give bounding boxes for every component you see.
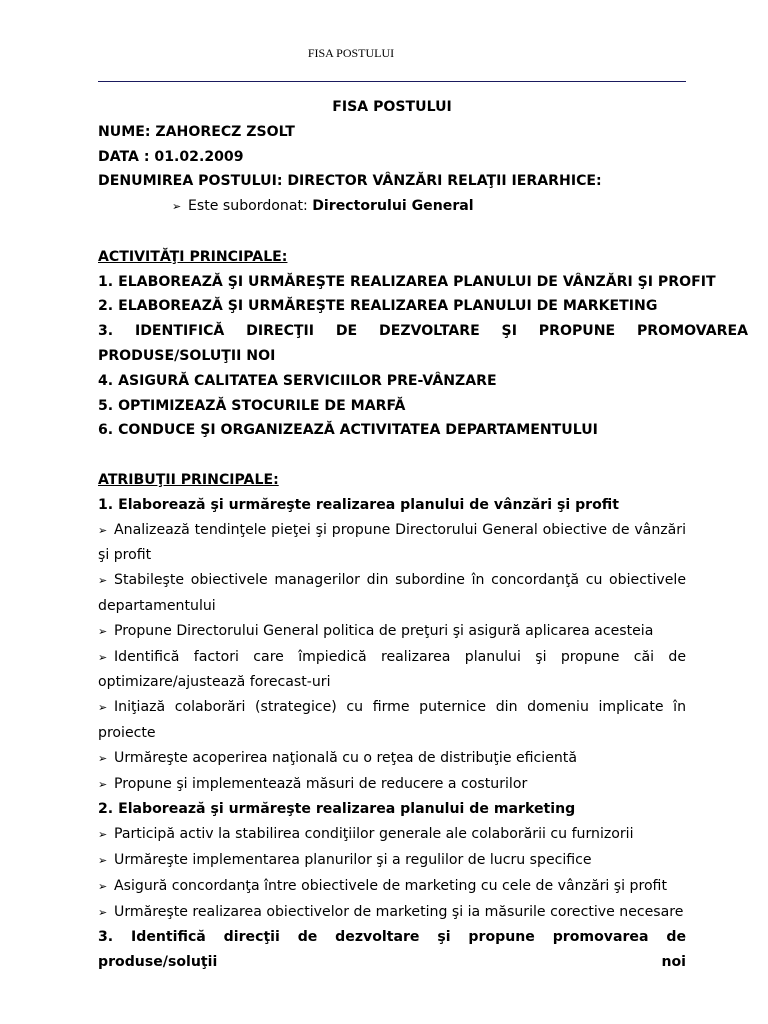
header-divider bbox=[98, 81, 686, 82]
list-item-text: Propune Directorului General politica de preţuri şi asigură aplicarea acesteia bbox=[114, 622, 654, 639]
subordinate-text bbox=[188, 194, 474, 219]
running-header: FISA POSTULUI bbox=[307, 46, 395, 60]
arrow-bullet-icon: ➢ bbox=[98, 751, 108, 765]
subordinate-label: Este subordonat: bbox=[188, 198, 313, 215]
arrow-bullet-icon: ➢ bbox=[98, 523, 108, 537]
section-title: 1. Elaborează şi urmăreşte realizarea planului de vânzări şi profit bbox=[98, 496, 619, 513]
activity-item: 4. ASIGURĂ CALITATEA SERVICIILOR PRE-VÂNZARE bbox=[98, 372, 497, 389]
list-item bbox=[98, 874, 686, 900]
list-item bbox=[98, 900, 686, 926]
subordinate-item bbox=[98, 194, 686, 220]
activity-item: 2. ELABOREAZĂ ŞI URMĂREŞTE REALIZAREA PLANULUI DE MARKETING bbox=[98, 298, 658, 315]
list-item-text: Urmăreşte acoperirea naţională cu o reţea de distribuţie eficientă bbox=[114, 749, 577, 766]
arrow-bullet-icon: ➢ bbox=[98, 574, 108, 588]
activity-item: 3. IDENTIFICĂ DIRECŢII DE DEZVOLTARE ŞI PROPUNE PROMOVAREA bbox=[98, 323, 748, 340]
list-item bbox=[98, 746, 686, 772]
arrow-bullet-icon: ➢ bbox=[98, 905, 108, 919]
activities-heading: ACTIVITĂŢI PRINCIPALE: bbox=[98, 248, 288, 265]
list-item-text: Propune şi implementează măsuri de reducere a costurilor bbox=[114, 775, 528, 792]
list-item bbox=[98, 772, 686, 798]
list-item-text: Iniţiază colaborări (strategice) cu firme puternice din domeniu implicate în proiecte bbox=[98, 699, 686, 741]
arrow-bullet-icon: ➢ bbox=[98, 701, 108, 715]
arrow-bullet-icon: ➢ bbox=[98, 624, 108, 638]
list-item bbox=[98, 518, 686, 569]
document-title: FISA POSTULUI bbox=[332, 99, 452, 115]
list-item bbox=[98, 695, 686, 746]
arrow-bullet-icon: ➢ bbox=[98, 879, 108, 893]
section-title: 2. Elaborează şi urmăreşte realizarea planului de marketing bbox=[98, 801, 576, 818]
list-item bbox=[98, 645, 686, 696]
arrow-bullet-icon: ➢ bbox=[172, 200, 182, 214]
document-body bbox=[98, 95, 748, 975]
list-item bbox=[98, 619, 686, 645]
attributions-heading: ATRIBUŢII PRINCIPALE: bbox=[98, 471, 279, 488]
list-item-text: Identifică factori care împiedică realizarea planului şi propune căi de optimizare/ajustează forecast-uri bbox=[98, 648, 686, 691]
arrow-bullet-icon: ➢ bbox=[98, 650, 108, 664]
document-date: DATA : 01.02.2009 bbox=[98, 148, 244, 165]
position-title: DENUMIREA POSTULUI: DIRECTOR VÂNZĂRI RELAŢII IERARHICE: bbox=[98, 173, 602, 190]
list-item bbox=[98, 822, 686, 848]
subordinate-value: Directorului General bbox=[312, 198, 474, 215]
list-item-text: Urmăreşte realizarea obiectivelor de marketing şi ia măsurile corective necesare bbox=[114, 903, 684, 920]
list-item-text: Asigură concordanţa între obiectivele de marketing cu cele de vânzări şi profit bbox=[114, 877, 667, 894]
list-item bbox=[98, 848, 686, 874]
list-item-text: Urmăreşte implementarea planurilor şi a regulilor de lucru specifice bbox=[114, 851, 592, 868]
list-item-text: Analizează tendinţele pieţei şi propune Directorului General obiective de vânzări şi profit bbox=[98, 521, 686, 564]
section-title: 3. Identifică direcţii de dezvoltare şi propune promovarea de produse/soluţii noi bbox=[98, 929, 686, 971]
list-item-text: Participă activ la stabilirea condiţiilor generale ale colaborării cu furnizorii bbox=[114, 826, 634, 843]
spacer bbox=[98, 443, 686, 468]
activity-item-continuation: PRODUSE/SOLUŢII NOI bbox=[98, 347, 276, 364]
list-item-text: Stabileşte obiectivele managerilor din subordine în concordanţă cu obiectivele departamentului bbox=[98, 572, 686, 614]
spacer bbox=[98, 220, 686, 245]
list-item bbox=[98, 568, 686, 619]
activity-item: 1. ELABOREAZĂ ŞI URMĂREŞTE REALIZAREA PLANULUI DE VÂNZĂRI ŞI PROFIT bbox=[98, 273, 716, 290]
activity-item: 6. CONDUCE ŞI ORGANIZEAZĂ ACTIVITATEA DEPARTAMENTULUI bbox=[98, 422, 598, 439]
arrow-bullet-icon: ➢ bbox=[98, 853, 108, 867]
arrow-bullet-icon: ➢ bbox=[98, 777, 108, 791]
employee-name: NUME: ZAHORECZ ZSOLT bbox=[98, 123, 295, 140]
arrow-bullet-icon: ➢ bbox=[98, 828, 108, 842]
activity-item: 5. OPTIMIZEAZĂ STOCURILE DE MARFĂ bbox=[98, 397, 406, 414]
